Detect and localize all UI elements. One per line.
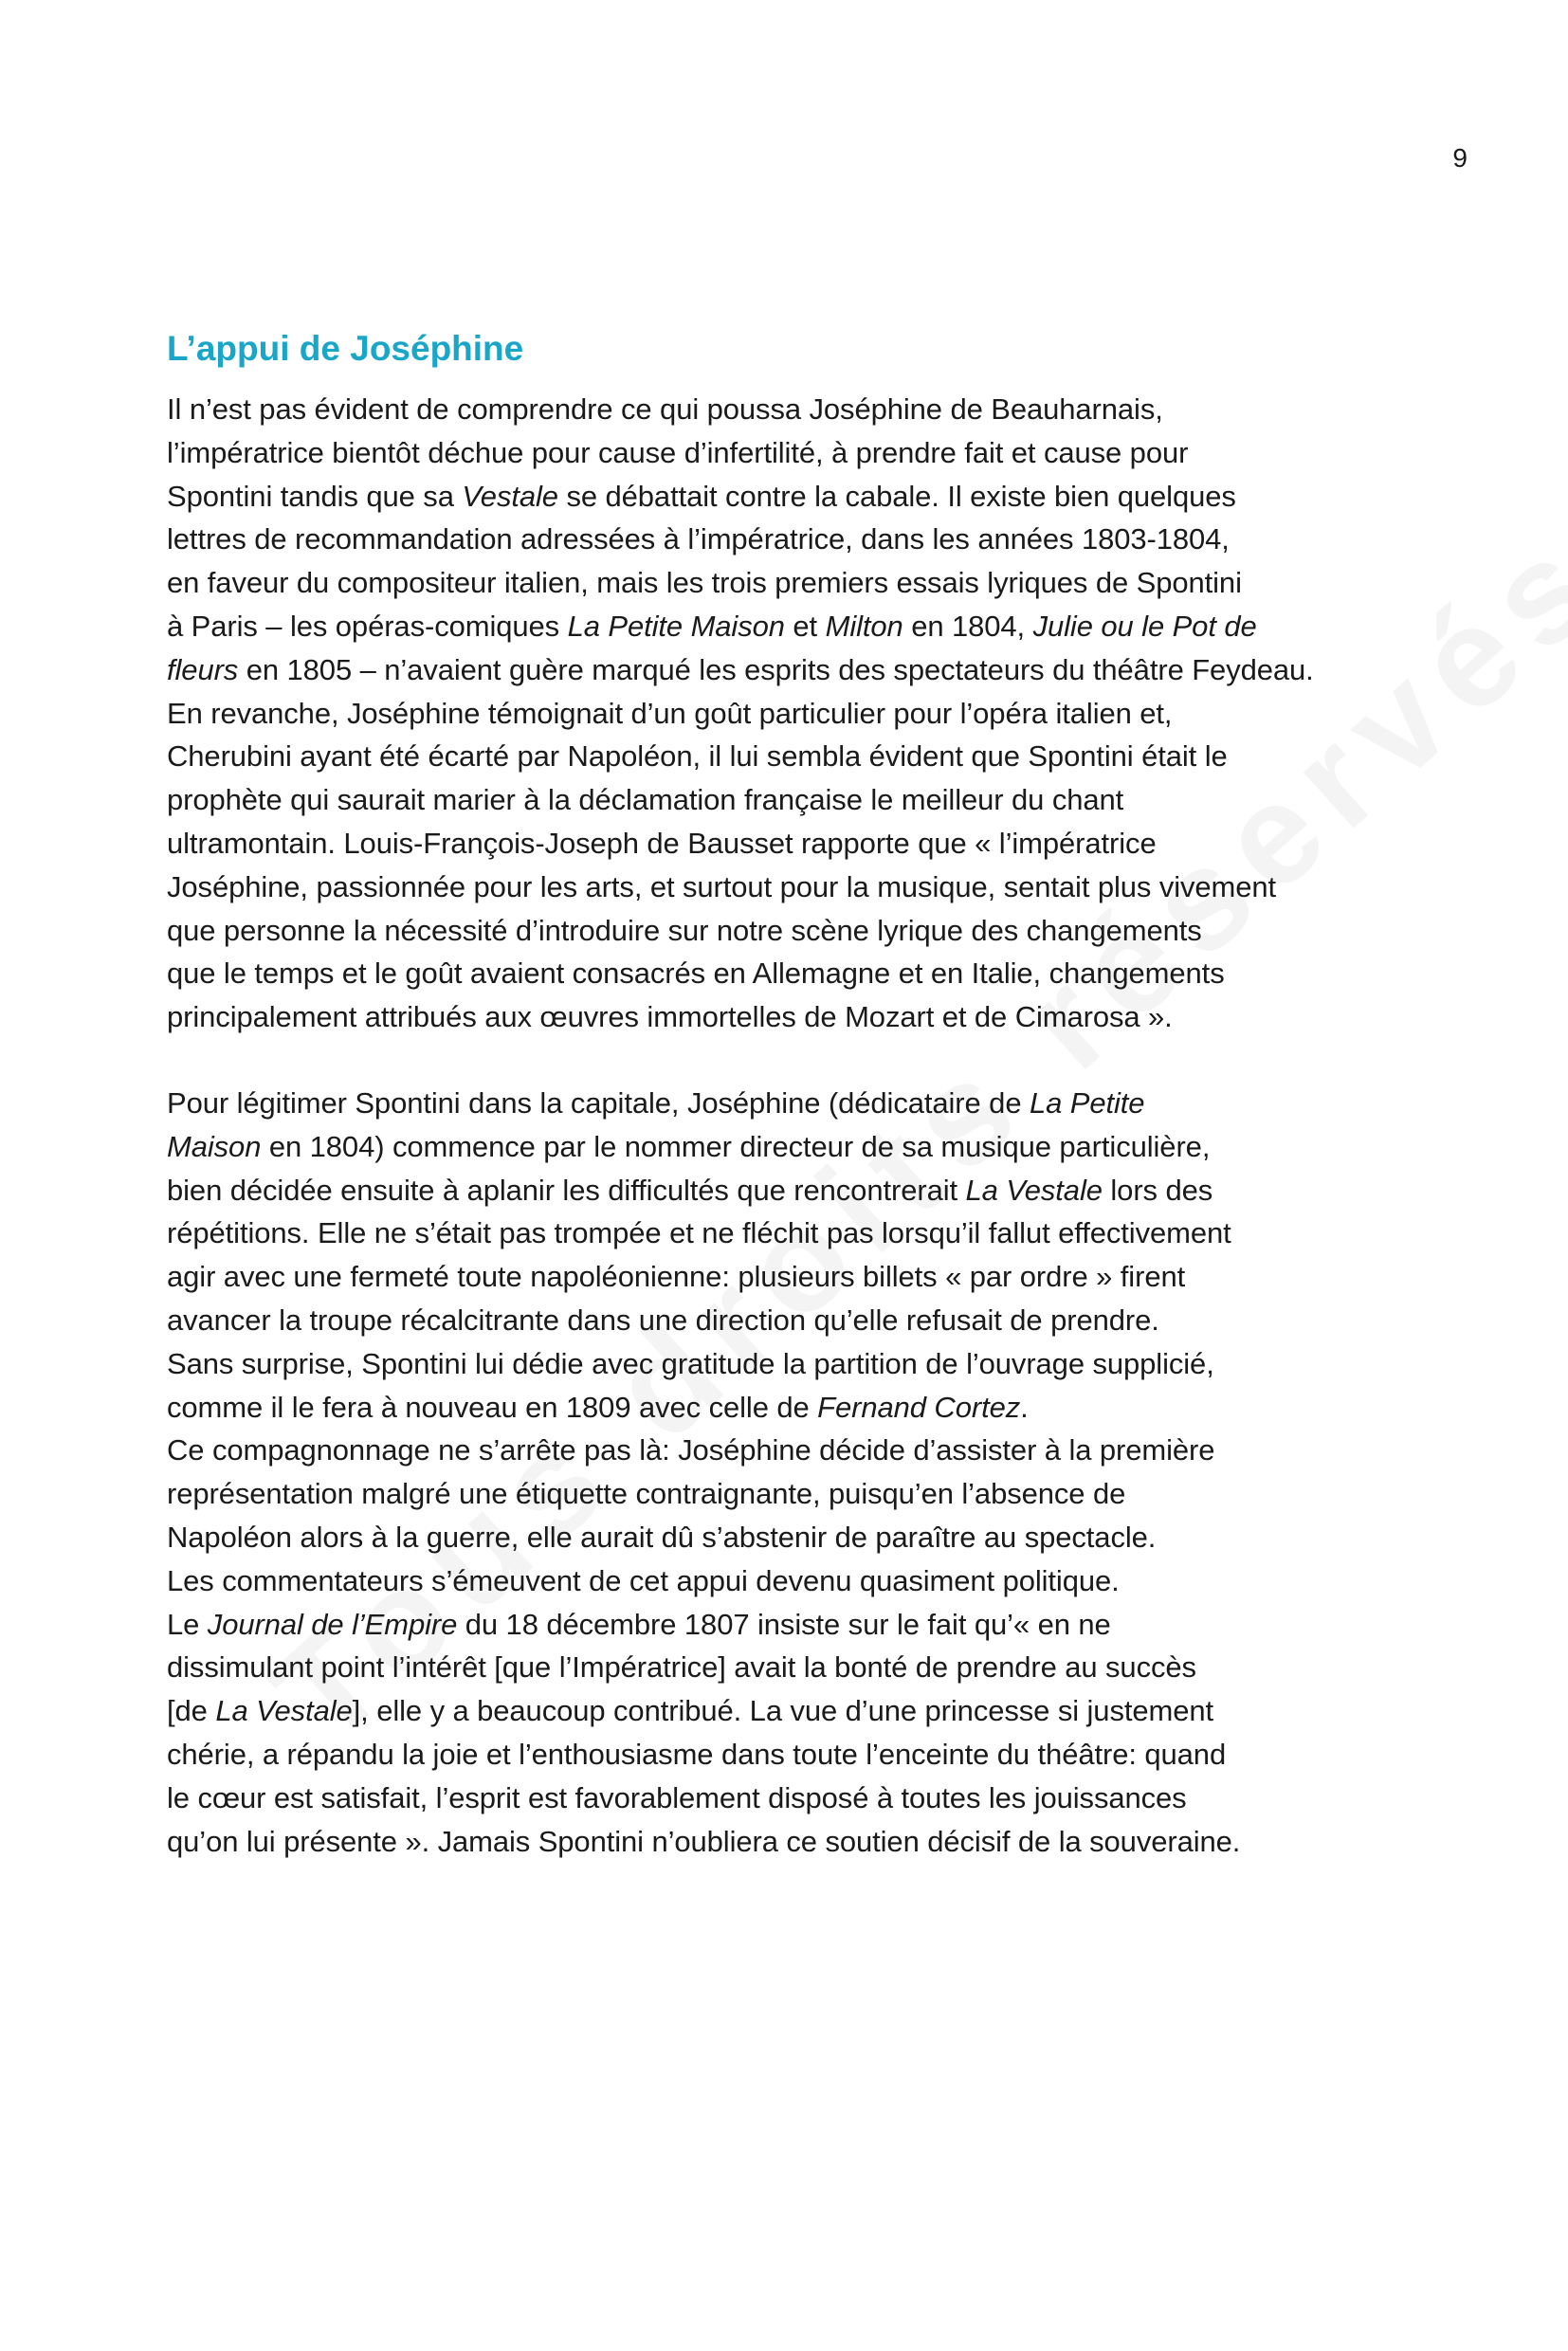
paragraph-2: Pour légitimer Spontini dans la capitale, Joséphine (dédicataire de La Petite Maison en 1804) commence par le nommer directeur de sa musique particulière, bien décidée ensuite à aplanir les difficultés que rencontrerait La Vestale lors des répétitions. Elle ne s’était pas trompée et ne fléchit pas lorsqu’il fallut effectivement agir avec une fermeté toute napoléonienne: plusieurs billets « par ordre » firent avancer la troupe récalcitrante dans une direction qu’elle refusait de prendre. Sans surprise, Spontini lui dédie avec gratitude la partition de l’ouvrage supplicié, comme il le fera à nouveau en 1809 avec celle de Fernand Cortez. Ce compagnonnage ne s’arrête pas là: Joséphine décide d’assister à la première représentation malgré une étiquette contraignante, puisqu’en l’absence de Napoléon alors à la guerre, elle aurait dû s’abstenir de paraître au spectacle. Les commentateurs s’émeuvent de cet appui devenu quasiment politique. Le Journal de l’Empire du 18 décembre 1807 insiste sur le fait qu’« en ne dissimulant point l’intérêt [que l’Impératrice] avait la bonté de prendre au succès [de La Vestale], elle y a beaucoup contribué. La vue d’une princesse si justement chérie, a répandu la joie et l’enthousiasme dans toute l’enceinte du théâtre: quand le cœur est satisfait, l’esprit est favorablement disposé à toutes les jouissances qu’on lui présente ». Jamais Spontini n’oubliera ce soutien décisif de la souveraine. xyxy=(167,1085,1241,1858)
italic-title: La Petite xyxy=(1029,1085,1145,1120)
italic-title: Journal de l’Empire xyxy=(207,1607,458,1641)
italic-title: La Vestale xyxy=(215,1694,353,1728)
italic-title: fleurs xyxy=(167,652,239,686)
italic-title: Maison xyxy=(167,1129,262,1163)
section-title: L’appui de Joséphine xyxy=(167,329,524,368)
italic-title: La Vestale xyxy=(965,1173,1103,1207)
italic-title: Fernand Cortez xyxy=(817,1390,1021,1424)
page-number: 9 xyxy=(1452,143,1468,173)
paragraph-spacer xyxy=(167,1039,1399,1082)
page-content xyxy=(167,327,1399,1863)
italic-title: Milton xyxy=(825,609,903,643)
italic-title: Vestale xyxy=(462,479,558,513)
italic-title: Julie ou le Pot de xyxy=(1032,609,1257,643)
paragraph-1: Il n’est pas évident de comprendre ce qui poussa Joséphine de Beauharnais, l’impératrice bientôt déchue pour cause d’infertilité, à prendre fait et cause pour Spontini tandis que sa Vestale se débattait contre la cabale. Il existe bien quelques lettres de recommandation adressées à l’impératrice, dans les années 1803-1804, en faveur du compositeur italien, mais les trois premiers essais lyriques de Spontini à Paris – les opéras-comiques La Petite Maison et Milton en 1804, Julie ou le Pot de fleurs en 1805 – n’avaient guère marqué les esprits des spectateurs du théâtre Feydeau. En revanche, Joséphine témoignait d’un goût particulier pour l’opéra italien et, Cherubini ayant été écarté par Napoléon, il lui sembla évident que Spontini était le prophète qui saurait marier à la déclamation française le meilleur du chant ultramontain. Louis-François-Joseph de Bausset rapporte que « l’impératrice Joséphine, passionnée pour les arts, et surtout pour la musique, sentait plus vivement que personne la nécessité d’introduire sur notre scène lyrique des changements que le temps et le goût avaient consacrés en Allemagne et en Italie, changements principalement attribués aux œuvres immortelles de Mozart et de Cimarosa ». xyxy=(167,392,1314,1034)
italic-title: La Petite Maison xyxy=(567,609,785,643)
